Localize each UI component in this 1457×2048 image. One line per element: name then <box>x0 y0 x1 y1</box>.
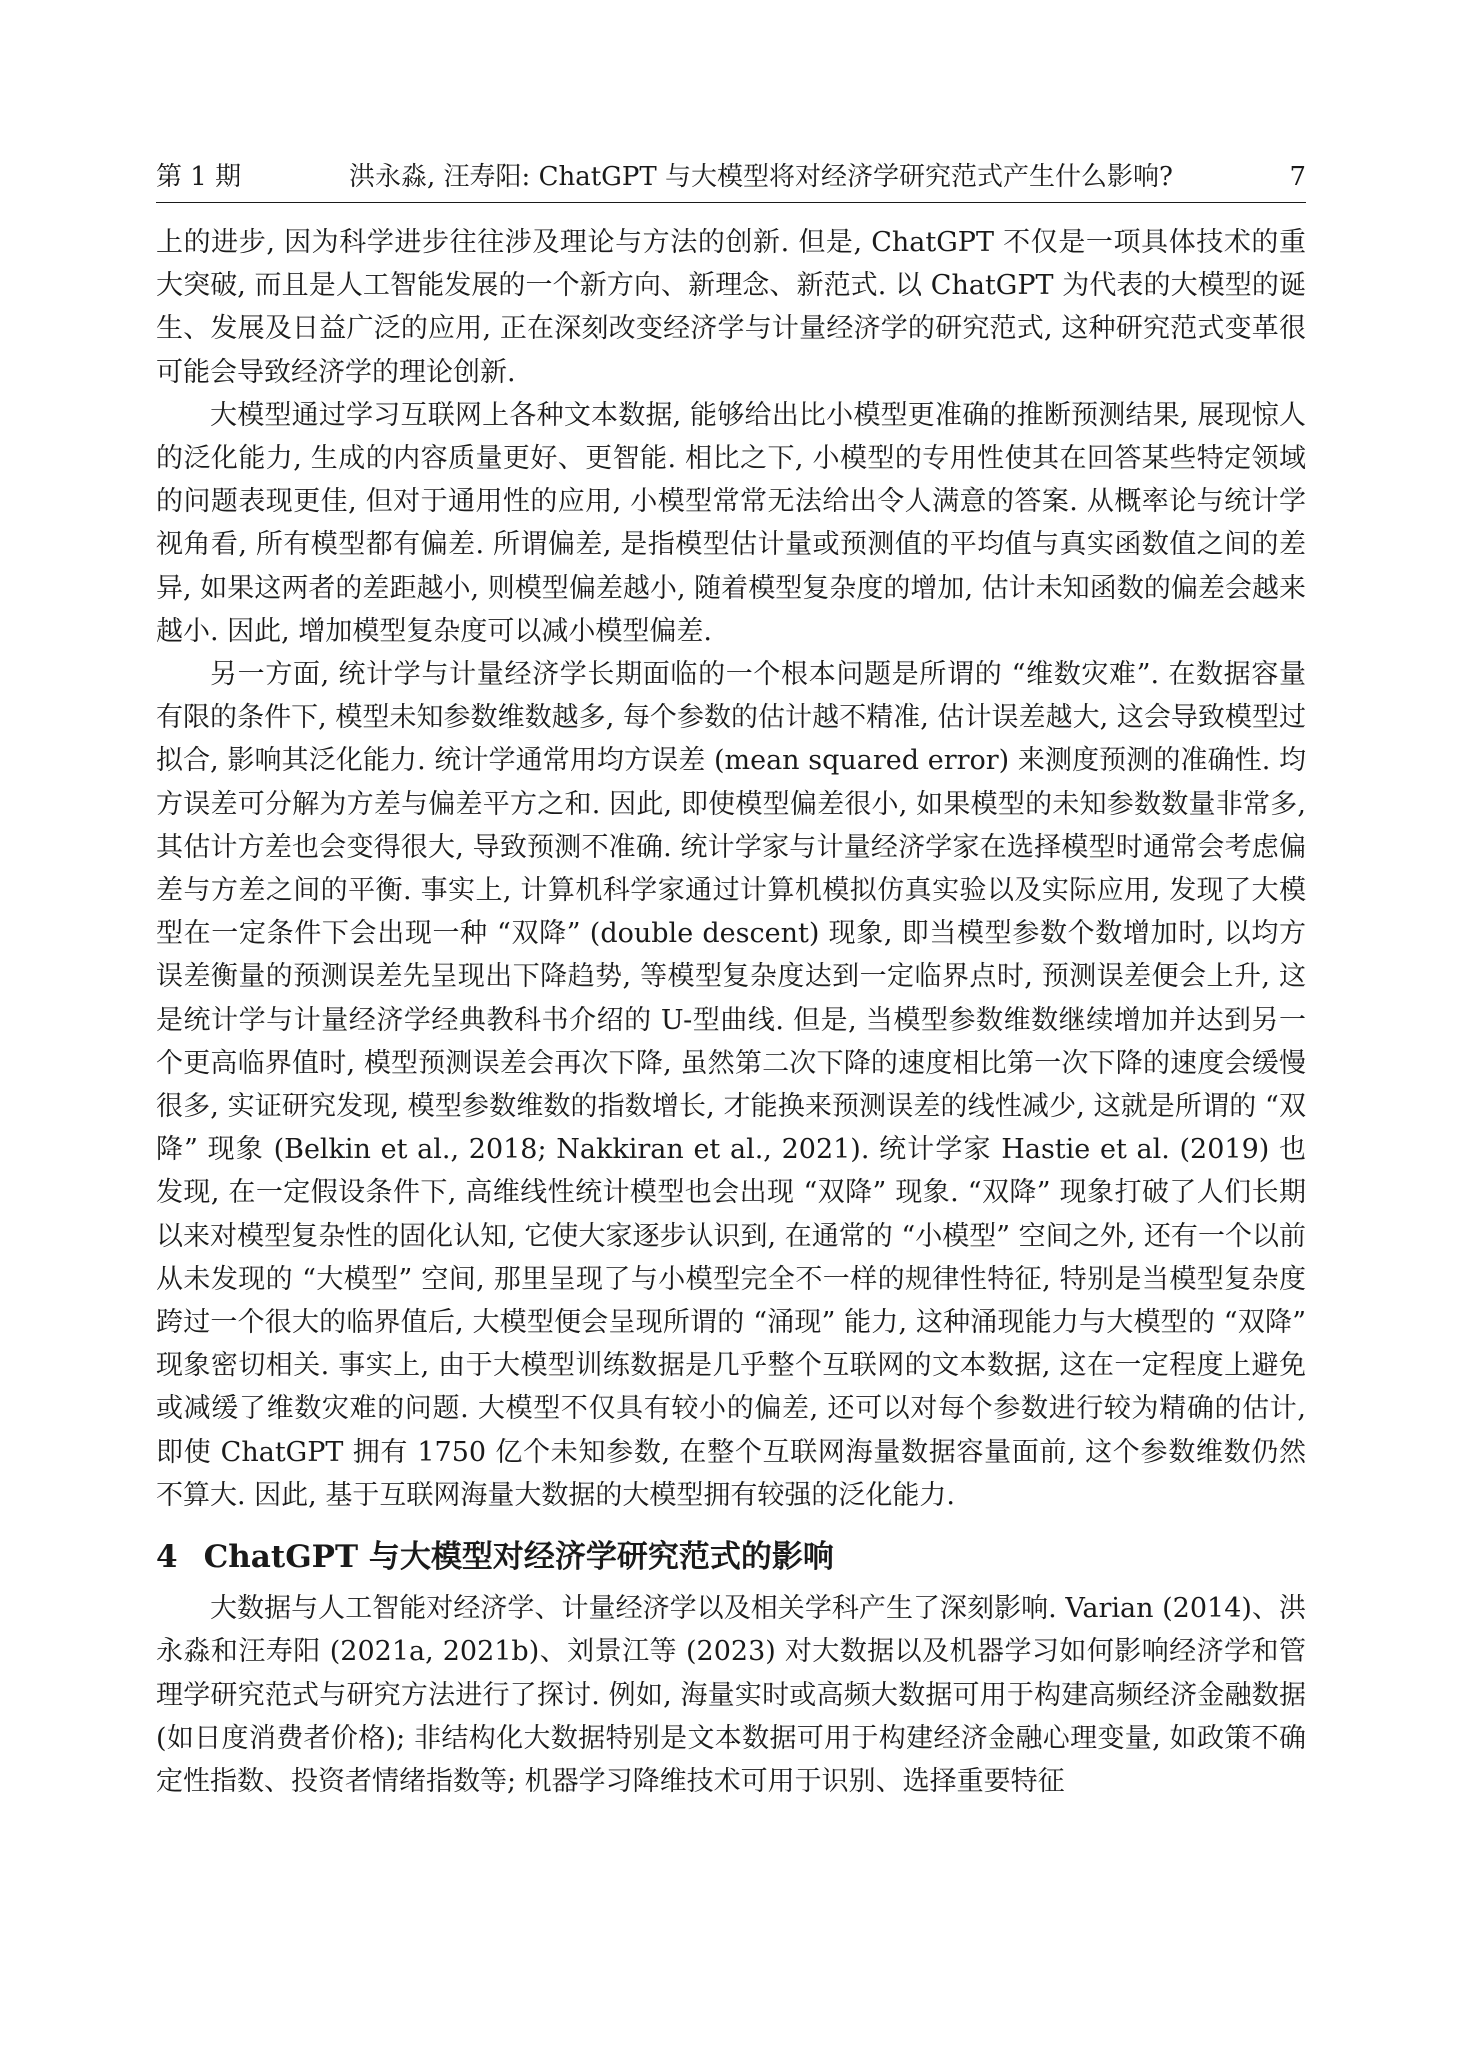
paragraph-large-models: 大模型通过学习互联网上各种文本数据, 能够给出比小模型更准确的推断预测结果, 展现惊人的泛化能力, 生成的内容质量更好、更智能. 相比之下, 小模型的专用性使其在回答某些特定领域的问题表现更佳, 但对于通用性的应用, 小模型常常无法给出令人满意的答案. 从概率论与统计学视角看, 所有模型都有偏差. 所谓偏差, 是指模型估计量或预测值的平均值与真实函数值之间的差异, 如果这两者的差距越小, 则模型偏差越小, 随着模型复杂度的增加, 估计未知函数的偏差会越来越小. 因此, 增加模型复杂度可以减小模型偏差. <box>156 399 1306 647</box>
page-number: 7 <box>1289 162 1306 192</box>
article-body <box>156 221 1306 1803</box>
issue-label: 第 1 期 <box>156 162 242 192</box>
journal-page <box>156 160 1306 1803</box>
section-heading <box>156 1535 1306 1579</box>
paragraph-continued: 上的进步, 因为科学进步往往涉及理论与方法的创新. 但是, ChatGPT 不仅是一项具体技术的重大突破, 而且是人工智能发展的一个新方向、新理念、新范式. 以 ChatGPT 为代表的大模型的诞生、发展及日益广泛的应用, 正在深刻改变经济学与计量经济学的研究范式, 这种研究范式变革很可能会导致经济学的理论创新. <box>156 227 1306 388</box>
paragraph-big-data: 大数据与人工智能对经济学、计量经济学以及相关学科产生了深刻影响. Varian (2014)、洪永淼和汪寿阳 (2021a, 2021b)、刘景江等 (2023) 对大数据以及机器学习如何影响经济学和管理学研究范式与研究方法进行了探讨. 例如, 海量实时或高频大数据可用于构建高频经济金融数据 (如日度消费者价格); 非结构化大数据特别是文本数据可用于构建经济金融心理变量, 如政策不确定性指数、投资者情绪指数等; 机器学习降维技术可用于识别、选择重要特征 <box>156 1593 1307 1797</box>
running-title: 洪永淼, 汪寿阳: ChatGPT 与大模型将对经济学研究范式产生什么影响? <box>349 162 1173 192</box>
section-number: 4 <box>156 1539 178 1576</box>
paragraph-double-descent: 另一方面, 统计学与计量经济学长期面临的一个根本问题是所谓的 “维数灾难”. 在数据容量有限的条件下, 模型未知参数维数越多, 每个参数的估计越不精准, 估计误差越大, 这会导致模型过拟合, 影响其泛化能力. 统计学通常用均方误差 (mean squared error) 来测度预测的准确性. 均方误差可分解为方差与偏差平方之和. 因此, 即使模型偏差很小, 如果模型的未知参数数量非常多, 其估计方差也会变得很大, 导致预测不准确. 统计学家与计量经济学家在选择模型时通常会考虑偏差与方差之间的平衡. 事实上, 计算机科学家通过计算机模拟仿真实验以及实际应用, 发现了大模型在一定条件下会出现一种 “双降” (double descent) 现象, 即当模型参数个数增加时, 以均方误差衡量的预测误差先呈现出下降趋势, 等模型复杂度达到一定临界点时, 预测误差便会上升, 这是统计学与计量经济学经典教科书介绍的 U-型曲线. 但是, 当模型参数维数继续增加并达到另一个更高临界值时, 模型预测误差会再次下降, 虽然第二次下降的速度相比第一次下降的速度会缓慢很多, 实证研究发现, 模型参数维数的指数增长, 才能换来预测误差的线性减少, 这就是所谓的 “双降” 现象 (Belkin et al., 2018; Nakkiran et al., 2021). 统计学家 Hastie et al. (2019) 也发现, 在一定假设条件下, 高维线性统计模型也会出现 “双降” 现象. “双降” 现象打破了人们长期以来对模型复杂性的固化认知, 它使大家逐步认识到, 在通常的 “小模型” 空间之外, 还有一个以前从未发现的 “大模型” 空间, 那里呈现了与小模型完全不一样的规律性特征, 特别是当模型复杂度跨过一个很大的临界值后, 大模型便会呈现所谓的 “涌现” 能力, 这种涌现能力与大模型的 “双降” 现象密切相关. 事实上, 由于大模型训练数据是几乎整个互联网的文本数据, 这在一定程度上避免或减缓了维数灾难的问题. 大模型不仅具有较小的偏差, 还可以对每个参数进行较为精确的估计, 即使 ChatGPT 拥有 1750 亿个未知参数, 在整个互联网海量数据容量面前, 这个参数维数仍然不算大. 因此, 基于互联网海量大数据的大模型拥有较强的泛化能力. <box>156 659 1306 1511</box>
section-title: ChatGPT 与大模型对经济学研究范式的影响 <box>203 1539 834 1576</box>
running-header <box>156 160 1306 203</box>
